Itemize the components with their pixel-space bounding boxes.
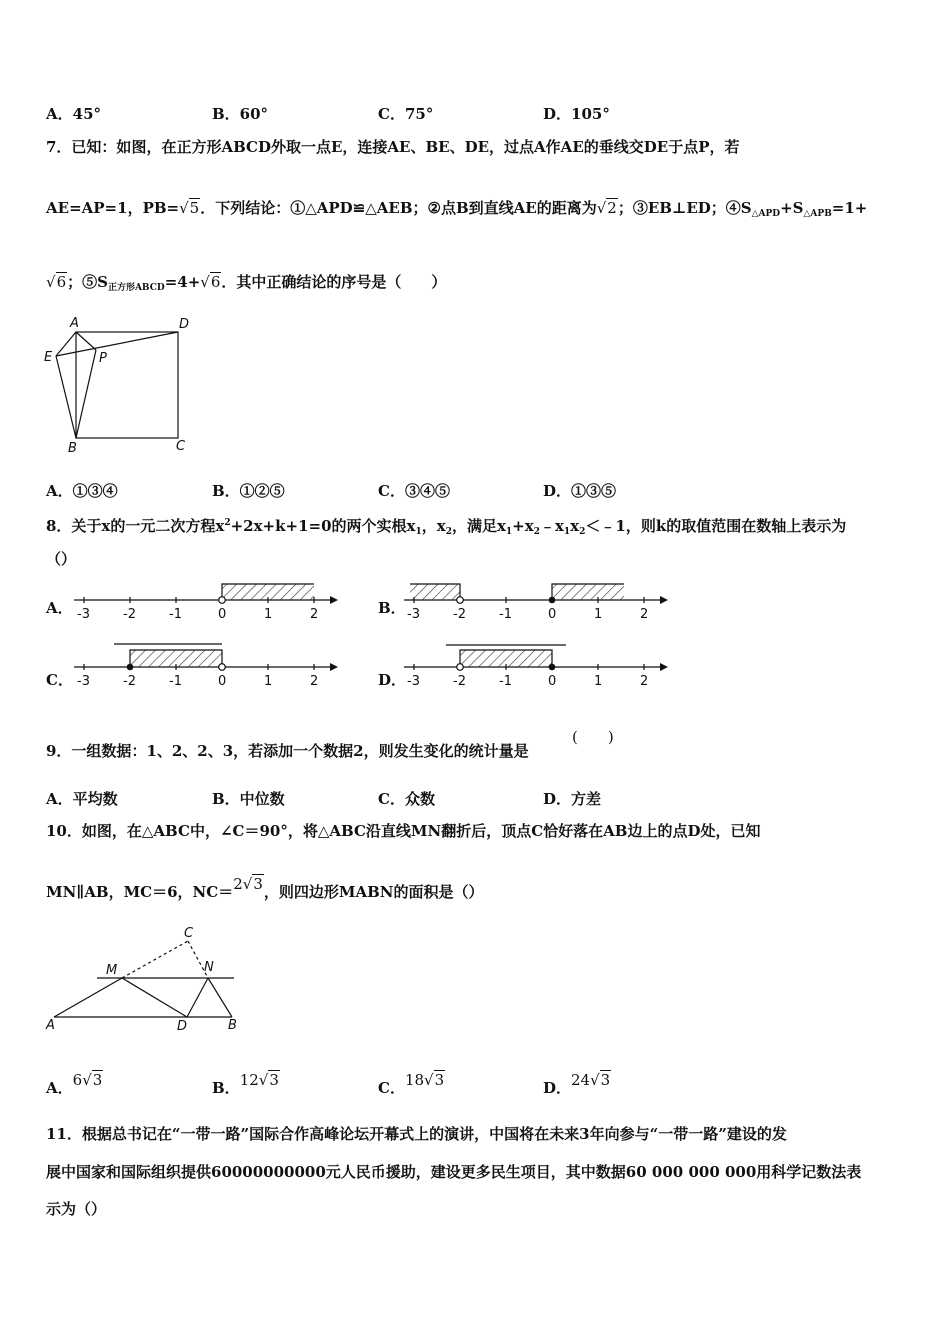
- q9-option-c[interactable]: C．众数: [378, 790, 435, 808]
- tick-label: 1: [594, 607, 603, 622]
- q7-square-figure: [40, 312, 200, 457]
- sqrt-2: √2: [596, 199, 617, 217]
- radicand: 2: [607, 199, 617, 217]
- q6-option-d[interactable]: D．105°: [543, 105, 610, 123]
- tick-label: 0: [218, 674, 227, 689]
- coefficient: 2: [233, 875, 243, 893]
- q8-option-d-label[interactable]: D．: [378, 671, 407, 689]
- label-m: M: [106, 963, 118, 978]
- segment-nb: [208, 978, 232, 1017]
- sqrt-5: √5: [179, 199, 200, 217]
- segment-pb: [76, 350, 96, 438]
- label-d: D: [177, 1019, 188, 1034]
- tick-label: -1: [169, 674, 182, 689]
- q7-text: =4+: [164, 273, 201, 291]
- subscript: 1: [563, 527, 571, 537]
- radicand: 5: [189, 199, 200, 217]
- q7-text: ．下列结论：①△APD≌△AEB；②点B到直线AE的距离为: [200, 199, 597, 217]
- q8-number-line-d[interactable]: [404, 642, 669, 690]
- q10-option-c[interactable]: [378, 1071, 445, 1098]
- q8-text: ＜﹣1，则k的取值范围在数轴上表示为: [585, 517, 847, 535]
- label-c: C: [176, 439, 186, 454]
- q10-line-1: 10．如图，在△ABC中，∠C＝90°，将△ABC沿直线MN翻折后，顶点C恰好落在AB边上的点D处，已知: [46, 822, 761, 840]
- coefficient: 12: [239, 1071, 259, 1089]
- subscript: △APB: [803, 209, 832, 219]
- q7-option-a[interactable]: A．①③④: [46, 482, 118, 500]
- q8-option-b-label[interactable]: B．: [378, 599, 406, 617]
- q11-line-2: 展中国家和国际组织提供60000000000元人民币援助，建设更多民生项目，其中数据60 000 000 000用科学记数法表: [46, 1163, 862, 1181]
- segment-dn: [187, 978, 208, 1017]
- radicand: 3: [92, 1071, 103, 1089]
- q7-text: ．其中正确结论的序号是（ ）: [221, 273, 447, 291]
- tick-label: 2: [310, 607, 319, 622]
- q7-option-b[interactable]: B．①②⑤: [212, 482, 285, 500]
- q8-text: ，x: [421, 517, 446, 535]
- option-value: 18√3: [404, 1071, 445, 1089]
- q8-option-a-label[interactable]: A．: [46, 599, 73, 617]
- tick-label: -3: [77, 674, 90, 689]
- tick-label: 0: [218, 607, 227, 622]
- q8-text: ，满足x: [451, 517, 506, 535]
- coefficient: 24: [571, 1071, 591, 1089]
- tick-label: 0: [548, 607, 557, 622]
- radicand: 6: [210, 273, 221, 291]
- tick-label: -1: [499, 607, 512, 622]
- q10-text: MN∥AB，MC＝6，NC＝: [46, 883, 234, 901]
- sqrt-6: √6: [46, 273, 67, 291]
- q8-option-c-label[interactable]: C．: [46, 671, 73, 689]
- label-d: D: [179, 317, 190, 332]
- q9-option-d[interactable]: D．方差: [543, 790, 602, 808]
- q8-text: +2x+k+1=0的两个实根x: [230, 517, 416, 535]
- label-e: E: [44, 350, 53, 365]
- coefficient: 6: [72, 1071, 83, 1089]
- q7-option-d[interactable]: D．①③⑤: [543, 482, 617, 500]
- q8-text: x: [570, 517, 580, 535]
- subscript: 2: [445, 527, 452, 537]
- subscript: △APD: [751, 209, 781, 219]
- q6-option-a[interactable]: A．45°: [46, 105, 102, 123]
- tick-label: 1: [264, 607, 273, 622]
- q8-line-1: [46, 513, 846, 542]
- tick-label: 1: [594, 674, 603, 689]
- q7-line-2: [46, 198, 867, 224]
- q8-text: ﹣x: [539, 517, 564, 535]
- tick-label: -3: [407, 674, 420, 689]
- label-b: B: [68, 441, 77, 456]
- q8-text: 8．关于x的一元二次方程x: [46, 517, 225, 535]
- tick-label: -3: [407, 607, 420, 622]
- tick-label: 2: [310, 674, 319, 689]
- sqrt-6: √6: [200, 273, 221, 291]
- radicand: 3: [269, 1071, 279, 1089]
- square-abcd: [76, 332, 178, 438]
- segment-am: [54, 978, 122, 1017]
- tick-label: -3: [77, 607, 90, 622]
- tick-label: 2: [640, 674, 649, 689]
- tick-label: -2: [123, 607, 136, 622]
- option-letter: B．: [212, 1079, 240, 1097]
- option-value: 6√3: [72, 1071, 103, 1089]
- segment-eb: [56, 356, 76, 438]
- q10-option-a[interactable]: [46, 1071, 103, 1098]
- option-value: 24√3: [571, 1071, 611, 1089]
- label-c: C: [184, 926, 194, 941]
- tick-label: 2: [640, 607, 649, 622]
- radicand: 6: [56, 273, 67, 291]
- q8-number-line-c[interactable]: [74, 642, 339, 690]
- segment-ed: [56, 332, 178, 356]
- segment-md: [122, 978, 187, 1017]
- option-value: 12√3: [239, 1071, 279, 1089]
- label-b: B: [228, 1018, 237, 1033]
- q10-text: ，则四边形MABN的面积是（）: [263, 883, 484, 901]
- q7-text: ；⑤S: [67, 273, 108, 291]
- tick-label: -2: [453, 607, 466, 622]
- radicand: 3: [253, 875, 263, 893]
- q11-line-1: 11．根据总书记在“一带一路”国际合作高峰论坛开幕式上的演讲，中国将在未来3年向参与“一带一路”建设的发: [46, 1125, 787, 1143]
- subscript: 1: [415, 527, 422, 537]
- q8-number-line-b[interactable]: [404, 578, 669, 623]
- q9-option-b[interactable]: B．中位数: [212, 790, 285, 808]
- segment-mc: [122, 941, 188, 978]
- segment-ap: [76, 332, 96, 350]
- subscript: 1: [505, 527, 513, 537]
- label-a: A: [70, 316, 79, 331]
- q9-answer-paren: ( ): [572, 728, 614, 746]
- q10-triangle-figure: [40, 922, 250, 1037]
- q6-option-c[interactable]: C．75°: [378, 105, 434, 123]
- q7-text: ；③EB⊥ED；④S: [617, 199, 752, 217]
- label-p: P: [99, 351, 107, 366]
- tick-label: -1: [169, 607, 182, 622]
- q7-text: AE=AP=1，PB=: [46, 199, 180, 217]
- option-letter: A．: [46, 1079, 73, 1097]
- subscript: 2: [579, 527, 586, 537]
- tick-label: 0: [548, 674, 557, 689]
- q6-option-b[interactable]: B．60°: [212, 105, 269, 123]
- coefficient: 18: [404, 1071, 425, 1089]
- option-letter: C．: [378, 1079, 405, 1097]
- q8-text: +x: [512, 517, 534, 535]
- tick-label: -1: [499, 674, 512, 689]
- nc-value: 2√3: [233, 875, 263, 893]
- label-a: A: [46, 1018, 55, 1033]
- q7-text: +S: [780, 199, 804, 217]
- q9-question: 9．一组数据：1、2、2、3，若添加一个数据2，则发生变化的统计量是: [46, 742, 529, 760]
- q10-line-2: [46, 875, 484, 902]
- label-n: N: [204, 960, 214, 975]
- q11-line-3: 示为（）: [46, 1200, 107, 1218]
- q7-text: =1+: [831, 199, 868, 217]
- tick-label: 1: [264, 674, 273, 689]
- q7-line-1: 7．已知：如图，在正方形ABCD外取一点E，连接AE、BE、DE，过点A作AE的垂线交DE于点P，若: [46, 138, 740, 156]
- superscript: 2: [224, 518, 231, 528]
- q7-option-c[interactable]: C．③④⑤: [378, 482, 450, 500]
- q9-option-a[interactable]: A．平均数: [46, 790, 118, 808]
- subscript: 正方形ABCD: [107, 283, 165, 293]
- tick-label: -2: [123, 674, 136, 689]
- q7-line-3: [46, 272, 446, 298]
- option-letter: D．: [543, 1079, 572, 1097]
- subscript: 2: [533, 527, 540, 537]
- radicand: 3: [434, 1071, 445, 1089]
- q10-option-b[interactable]: [212, 1071, 280, 1098]
- radicand: 3: [600, 1071, 611, 1089]
- q10-option-d[interactable]: [543, 1071, 611, 1098]
- q8-number-line-a[interactable]: [74, 578, 339, 623]
- q8-line-2: （）: [46, 550, 77, 568]
- tick-label: -2: [453, 674, 466, 689]
